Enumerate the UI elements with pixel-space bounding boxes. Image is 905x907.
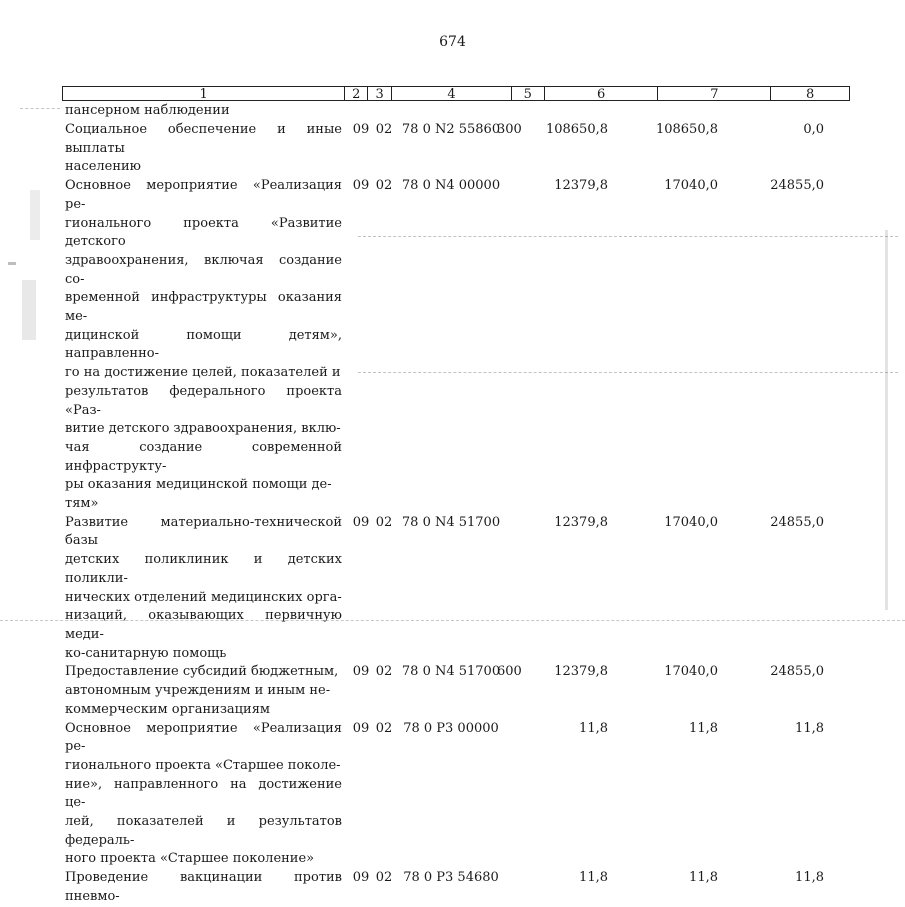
row-description: Развитие материально-технической базы детских поликлиник и детских поликли- нических отделений медицинских орга- низаций, оказывающих первичную меди- ко-санитарную помощь (65, 514, 342, 661)
row-section-code: 09 (352, 178, 370, 194)
row-target-code: 78 0 P3 00000 (403, 720, 499, 736)
scan-artifact-line (358, 236, 898, 238)
table-row (65, 720, 855, 870)
column-header-8: 8 (805, 87, 815, 102)
scan-artifact-line (20, 108, 60, 110)
row-expense-type: 300 (497, 122, 522, 137)
row-amount-col7: 17040,0 (664, 178, 718, 194)
row-description: пансерном наблюдении (65, 103, 230, 118)
column-header-6: 6 (545, 87, 659, 100)
row-subsection-code: 02 (375, 178, 393, 194)
column-header-5: 5 (512, 87, 545, 100)
row-description: Социальное обеспечение и иные выплаты населению (65, 122, 342, 175)
row-target-code: 78 0 N4 51700 (401, 664, 501, 680)
row-amount-col7: 17040,0 (664, 514, 718, 530)
row-description: Предоставление субсидий бюджетным, автономным учреждениям и иным не- коммерческим организациям (65, 664, 339, 717)
row-amount-col6: 12379,8 (554, 178, 608, 194)
scan-artifact-speck (8, 262, 16, 265)
table-row (65, 514, 855, 664)
row-section-code: 09 (352, 664, 370, 680)
row-description: Основное мероприятие «Реализация ре- гионального проекта «Старшее поколе- ние», направленного на достижение це- лей, показателей и результатов федераль- ного проекта «Старшее поколение» (65, 720, 342, 867)
row-description: Проведение вакцинации против пневмо- (65, 870, 342, 904)
row-target-code: 78 0 N4 51700 (401, 514, 501, 530)
row-subsection-code: 02 (375, 720, 393, 736)
row-amount-col6: 12379,8 (554, 514, 608, 530)
scan-artifact-smudge (22, 280, 36, 340)
table-row (65, 869, 855, 906)
row-subsection-code: 02 (375, 514, 393, 530)
row-section-code: 09 (352, 870, 370, 886)
row-amount-col7: 17040,0 (664, 664, 718, 680)
table-row (65, 121, 855, 177)
column-header-2: 2 (345, 87, 368, 100)
row-section-code: 09 (352, 720, 370, 736)
scan-artifact-smudge (885, 230, 888, 610)
table-body (65, 104, 855, 907)
row-amount-col7: 11,8 (689, 720, 718, 736)
table-row (65, 663, 855, 719)
row-target-code: 78 0 P3 54680 (403, 870, 499, 886)
row-amount-col8: 24855,0 (770, 664, 824, 680)
row-amount-col7: 108650,8 (655, 122, 718, 137)
row-amount-col7: 11,8 (689, 870, 718, 886)
row-section-code: 09 (352, 122, 370, 137)
table-row (65, 177, 855, 514)
row-amount-col6: 108650,8 (545, 122, 608, 137)
column-header-7: 7 (658, 87, 771, 100)
page-number: 674 (439, 34, 466, 50)
column-header-4: 4 (392, 87, 512, 100)
row-amount-col8: 24855,0 (770, 178, 824, 194)
scan-artifact-line (358, 372, 898, 374)
row-target-code: 78 0 N4 00000 (401, 178, 501, 194)
row-section-code: 09 (352, 514, 370, 530)
row-amount-col8: 24855,0 (770, 514, 824, 530)
row-description: Основное мероприятие «Реализация ре- гионального проекта «Развитие детского здравоохранения, включая создание со- временной инфраструктуры оказания ме- дицинской помощи детям», направленно- го на достижение целей, показателей и результатов федерального проекта «Раз- витие детского здравоохранения, вклю- чая создание современной инфраструкту- ры оказания медицинской помощи де- тям» (65, 178, 342, 512)
row-expense-type: 600 (497, 664, 522, 680)
column-header-1: 1 (63, 87, 345, 100)
row-amount-col8: 11,8 (795, 870, 824, 886)
row-amount-col8: 0,0 (803, 122, 824, 137)
row-amount-col6: 11,8 (579, 720, 608, 736)
row-subsection-code: 02 (375, 122, 393, 137)
table-row (65, 104, 855, 118)
row-target-code: 78 0 N2 55860 (401, 122, 501, 137)
row-amount-col8: 11,8 (795, 720, 824, 736)
table-header-row (62, 86, 850, 101)
row-subsection-code: 02 (375, 870, 393, 886)
row-subsection-code: 02 (375, 664, 393, 680)
row-amount-col6: 11,8 (579, 870, 608, 886)
column-header-3: 3 (368, 87, 392, 100)
scan-artifact-smudge (30, 190, 40, 240)
scan-artifact-line (0, 620, 905, 622)
row-amount-col6: 12379,8 (554, 664, 608, 680)
